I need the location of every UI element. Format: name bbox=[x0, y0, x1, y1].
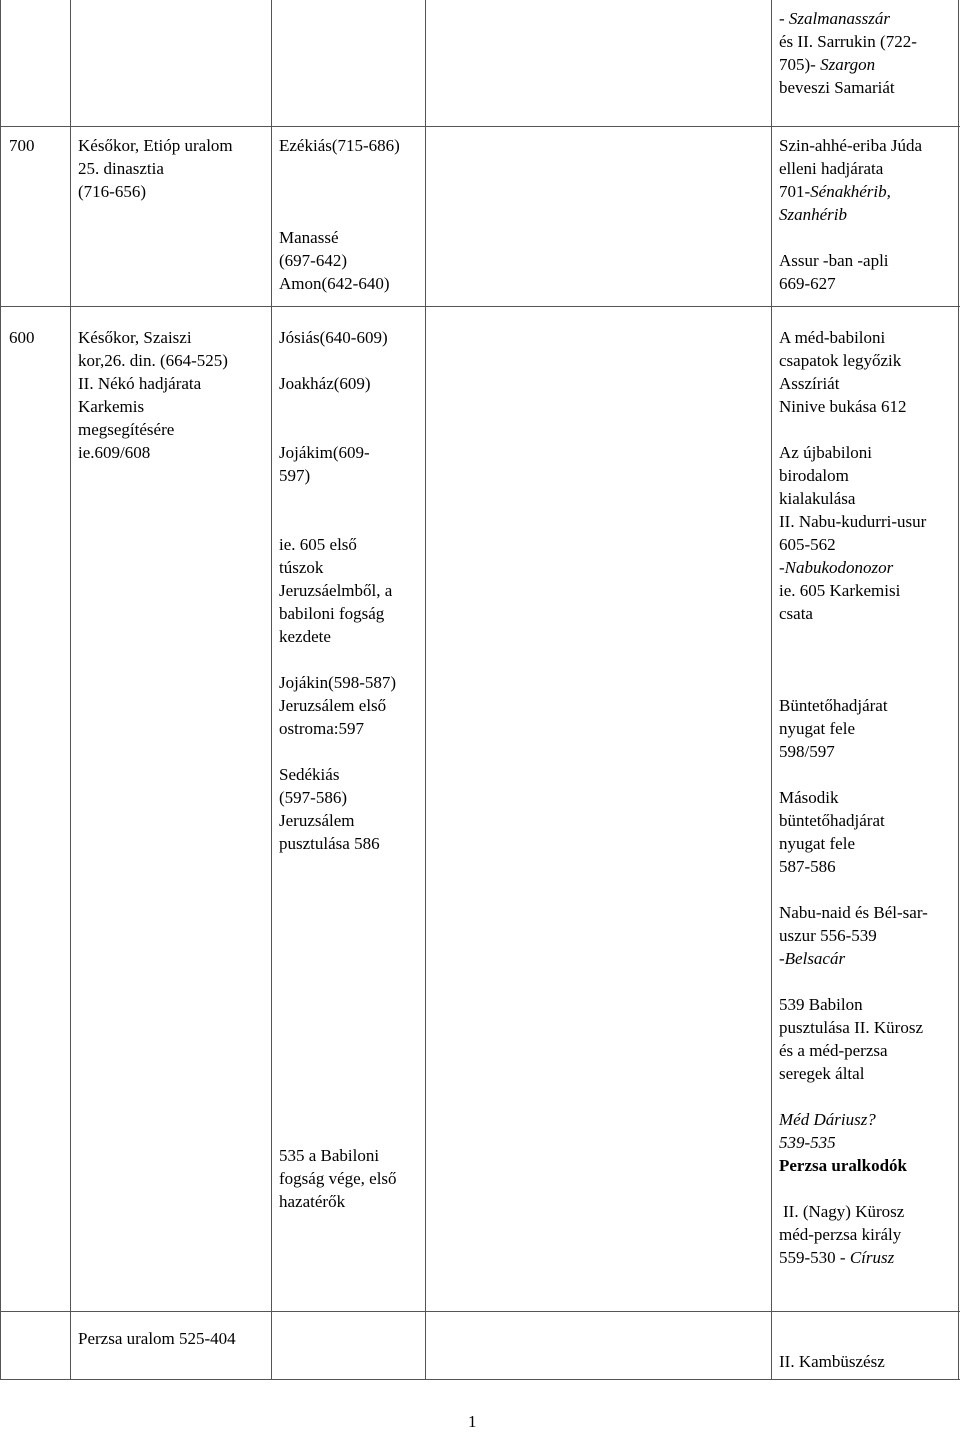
cell-text: A méd-babiloni bbox=[779, 328, 886, 347]
cell-text: beveszi Samariát bbox=[779, 78, 895, 97]
cell-text: 539 Babilon bbox=[779, 995, 863, 1014]
table-column-divider bbox=[271, 0, 272, 1380]
cell-text: (697-642) bbox=[279, 251, 347, 270]
cell-text: II. Kambüszész bbox=[779, 1352, 885, 1371]
cell-text: és a méd-perzsa bbox=[779, 1041, 888, 1060]
cell-text: Jeruzsálem bbox=[279, 811, 355, 830]
cell-text: ostroma:597 bbox=[279, 719, 364, 738]
cell-text: 701- bbox=[779, 182, 811, 201]
cell-text: túszok bbox=[279, 558, 324, 577]
cell-text: Későkor, Etióp uralom bbox=[78, 136, 233, 155]
century-cell bbox=[9, 134, 35, 157]
cell-text: Sénakhérib, bbox=[810, 182, 891, 201]
cell-text: 598/597 bbox=[779, 742, 835, 761]
cell-text: 597) bbox=[279, 466, 311, 485]
cell-text: II. Nabu-kudurri-usur bbox=[779, 512, 927, 531]
cell-text: ie. 605 Karkemisi bbox=[779, 581, 901, 600]
cell-text: Későkor, Szaiszi bbox=[78, 328, 192, 347]
period-cell bbox=[78, 134, 233, 203]
cell-text: ie. 605 első bbox=[279, 535, 357, 554]
events-cell bbox=[779, 326, 928, 1269]
cell-text: Jósiás(640-609) bbox=[279, 328, 388, 347]
cell-text: - bbox=[779, 9, 789, 28]
cell-text: Perzsa uralkodók bbox=[779, 1156, 907, 1175]
events-cell bbox=[779, 134, 922, 295]
cell-text: kialakulása bbox=[779, 489, 856, 508]
cell-text: -Belsacár bbox=[779, 949, 846, 968]
cell-text: Asszíriát bbox=[779, 374, 840, 393]
period-cell bbox=[78, 326, 228, 464]
table-border-bottom bbox=[0, 1379, 960, 1380]
cell-text: megsegítésére bbox=[78, 420, 175, 439]
cell-text: 700 bbox=[9, 136, 35, 155]
cell-text: II. (Nagy) Kürosz bbox=[783, 1202, 905, 1221]
cell-text: pusztulása 586 bbox=[279, 834, 380, 853]
table-border-right bbox=[958, 0, 959, 1380]
cell-text: Amon(642-640) bbox=[279, 274, 390, 293]
cell-text: Círusz bbox=[849, 1248, 895, 1267]
cell-text: kezdete bbox=[279, 627, 331, 646]
table-row-divider bbox=[0, 306, 960, 307]
cell-text: II. Nékó hadjárata bbox=[78, 374, 202, 393]
cell-text: 539-535 bbox=[779, 1133, 836, 1152]
cell-text: 535 a Babiloni bbox=[279, 1146, 380, 1165]
cell-text: Szanhérib bbox=[779, 205, 847, 224]
cell-text: (597-586) bbox=[279, 788, 347, 807]
cell-text: Ninive bukása 612 bbox=[779, 397, 907, 416]
cell-text: nyugat fele bbox=[779, 719, 855, 738]
table-border-left bbox=[0, 0, 1, 1380]
page-number: 1 bbox=[468, 1412, 477, 1431]
cell-text: csapatok legyőzik bbox=[779, 351, 902, 370]
cell-text: seregek által bbox=[779, 1064, 865, 1083]
cell-text: (716-656) bbox=[78, 182, 146, 201]
cell-text: Jojákim(609- bbox=[279, 443, 370, 462]
cell-text: nyugat fele bbox=[779, 834, 855, 853]
cell-text: és II. Sarrukin (722- bbox=[779, 32, 917, 51]
table-column-divider bbox=[425, 0, 426, 1380]
cell-text: csata bbox=[779, 604, 813, 623]
cell-text: Karkemis bbox=[78, 397, 145, 416]
cell-text: 705)- bbox=[779, 55, 821, 74]
cell-text: 25. dinasztia bbox=[78, 159, 164, 178]
cell-text: fogság vége, első bbox=[279, 1169, 397, 1188]
period-cell bbox=[78, 1327, 236, 1350]
cell-text: 600 bbox=[9, 328, 35, 347]
cell-text: kor,26. din. (664-525) bbox=[78, 351, 228, 370]
table-row-divider bbox=[0, 126, 960, 127]
cell-text: Szalmanasszár bbox=[788, 9, 891, 28]
cell-text: Nabu-naid és Bél-sar- bbox=[779, 903, 928, 922]
cell-text: 559-530 - bbox=[779, 1248, 850, 1267]
events-cell bbox=[779, 7, 917, 99]
cell-text: Jeruzsálem első bbox=[279, 696, 387, 715]
cell-text: Manassé bbox=[279, 228, 339, 247]
cell-text: -Nabukodonozor bbox=[779, 558, 894, 577]
table-column-divider bbox=[70, 0, 71, 1380]
cell-text: Assur -ban -apli bbox=[779, 251, 889, 270]
cell-text: Ezékiás(715-686) bbox=[279, 136, 400, 155]
rulers-cell bbox=[279, 326, 396, 855]
cell-text: Második bbox=[779, 788, 839, 807]
cell-text: Büntetőhadjárat bbox=[779, 696, 888, 715]
cell-text: Szargon bbox=[820, 55, 876, 74]
cell-text: Jojákin(598-587) bbox=[279, 673, 397, 692]
cell-text: babiloni fogság bbox=[279, 604, 385, 623]
rulers-cell-continued bbox=[279, 1144, 397, 1213]
cell-text: 605-562 bbox=[779, 535, 836, 554]
cell-text: birodalom bbox=[779, 466, 849, 485]
cell-text: méd-perzsa király bbox=[779, 1225, 902, 1244]
table-column-divider bbox=[771, 0, 772, 1380]
cell-text: Jeruzsáelmből, a bbox=[279, 581, 393, 600]
cell-text: ie.609/608 bbox=[78, 443, 151, 462]
table-row-divider bbox=[0, 1311, 960, 1312]
rulers-cell bbox=[279, 134, 400, 295]
cell-text: Szin-ahhé-eriba Júda bbox=[779, 136, 923, 155]
cell-text: Méd Dáriusz? bbox=[779, 1110, 876, 1129]
century-cell bbox=[9, 326, 35, 349]
cell-text: 669-627 bbox=[779, 274, 836, 293]
cell-text: Az újbabiloni bbox=[779, 443, 873, 462]
cell-text: 587-586 bbox=[779, 857, 836, 876]
cell-text: büntetőhadjárat bbox=[779, 811, 885, 830]
cell-text: pusztulása II. Kürosz bbox=[779, 1018, 923, 1037]
cell-text: hazatérők bbox=[279, 1192, 346, 1211]
cell-text: Joakház(609) bbox=[279, 374, 371, 393]
events-cell bbox=[779, 1350, 885, 1373]
cell-text: Perzsa uralom 525-404 bbox=[78, 1329, 236, 1348]
cell-text: uszur 556-539 bbox=[779, 926, 877, 945]
cell-text: elleni hadjárata bbox=[779, 159, 884, 178]
cell-text: Sedékiás bbox=[279, 765, 340, 784]
